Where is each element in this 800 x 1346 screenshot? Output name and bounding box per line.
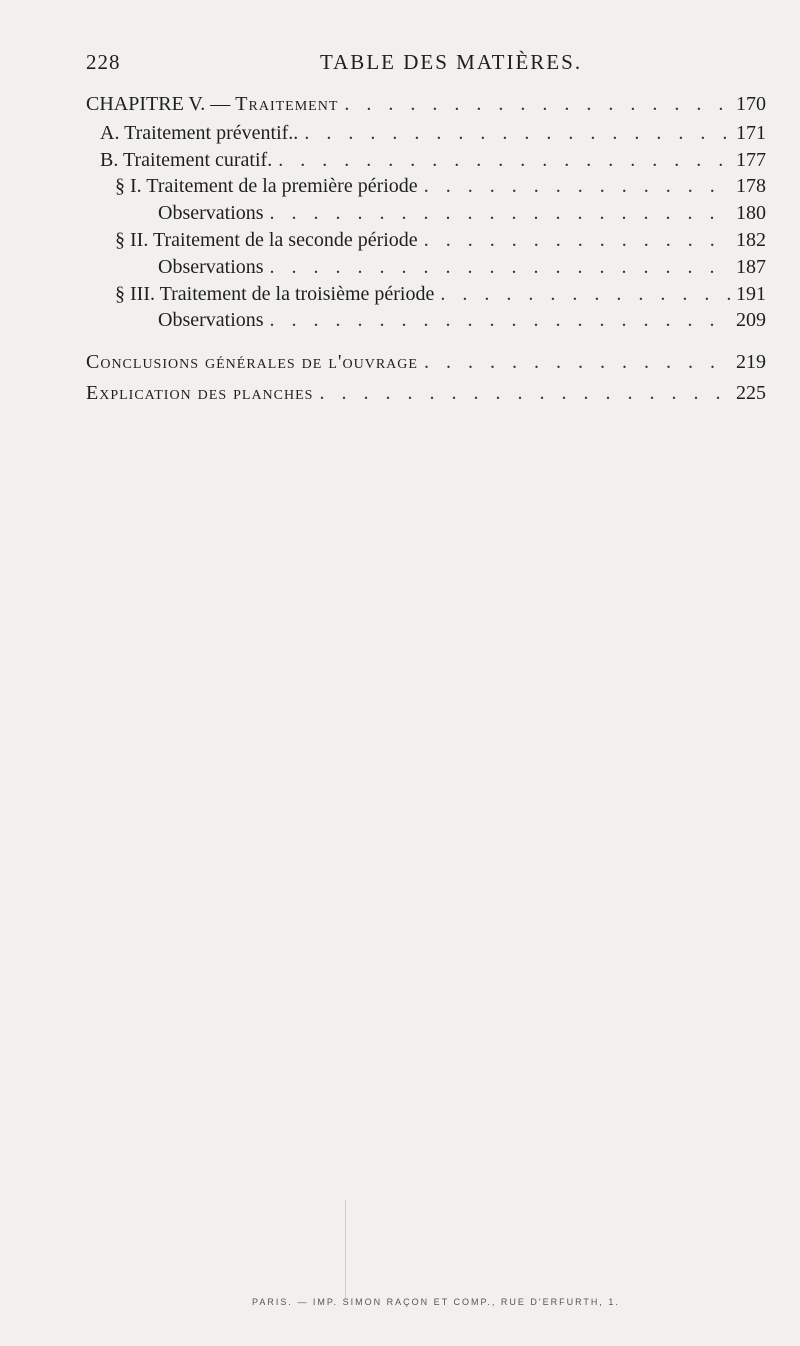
running-title: TABLE DES MATIÈRES. — [320, 50, 583, 74]
dot-leader — [440, 283, 730, 306]
toc-entry-chapitre-v — [86, 93, 766, 119]
dot-leader — [424, 351, 730, 374]
toc-entry-label: CHAPITRE V. — Traitement — [86, 93, 339, 115]
toc-entry-page: 225 — [736, 382, 766, 404]
toc-entry-label: Conclusions générales de l'ouvrage — [86, 351, 418, 373]
toc-entry-explication-planches — [86, 382, 766, 408]
toc-entry-seconde-periode — [115, 229, 766, 255]
toc-entry-conclusions — [86, 351, 766, 377]
dot-leader — [270, 256, 730, 279]
dot-leader — [424, 229, 730, 252]
toc-entry-page: 187 — [736, 256, 766, 278]
toc-entry-observations-2 — [158, 256, 766, 282]
toc-entry-page: 170 — [736, 93, 766, 115]
toc-entry-premiere-periode — [115, 175, 766, 201]
toc-entry-label: Observations — [158, 256, 264, 278]
dot-leader — [270, 309, 730, 332]
toc-entry-page: 180 — [736, 202, 766, 224]
dot-leader — [278, 149, 730, 172]
toc-entry-label: B. Traitement curatif. — [100, 149, 273, 171]
toc-entry-page: 209 — [736, 309, 766, 331]
toc-entry-page: 182 — [736, 229, 766, 251]
toc-entry-observations-3 — [158, 309, 766, 335]
dot-leader — [270, 202, 730, 225]
toc-entry-page: 171 — [736, 122, 766, 144]
toc-entry-label: Observations — [158, 202, 264, 224]
toc-entry-label: § I. Traitement de la première période — [115, 175, 418, 197]
dot-leader — [344, 93, 730, 116]
toc-entry-observations-1 — [158, 202, 766, 228]
dot-leader — [424, 175, 730, 198]
toc-entry-page: 177 — [736, 149, 766, 171]
toc-entry-label: § II. Traitement de la seconde période — [115, 229, 418, 251]
toc-entry-label: Observations — [158, 309, 264, 331]
toc-entry-page: 191 — [736, 283, 766, 305]
page-number: 228 — [86, 50, 121, 74]
page-header — [86, 50, 706, 80]
toc-entry-page: 178 — [736, 175, 766, 197]
dot-leader — [304, 122, 730, 145]
toc-entry-label: § III. Traitement de la troisième période — [115, 283, 435, 305]
toc-entry-page: 219 — [736, 351, 766, 373]
dot-leader — [319, 382, 730, 405]
toc-entry-traitement-curatif — [100, 149, 766, 175]
page-fold-line — [345, 1200, 346, 1300]
toc-entry-troisieme-periode — [115, 283, 766, 309]
toc-entry-label: A. Traitement préventif.. — [100, 122, 299, 144]
printer-imprint: PARIS. — IMP. SIMON RAÇON ET COMP., RUE D'ERFURTH, 1. — [252, 1297, 620, 1307]
toc-entry-label: Explication des planches — [86, 382, 314, 404]
toc-entry-traitement-preventif — [100, 122, 766, 148]
